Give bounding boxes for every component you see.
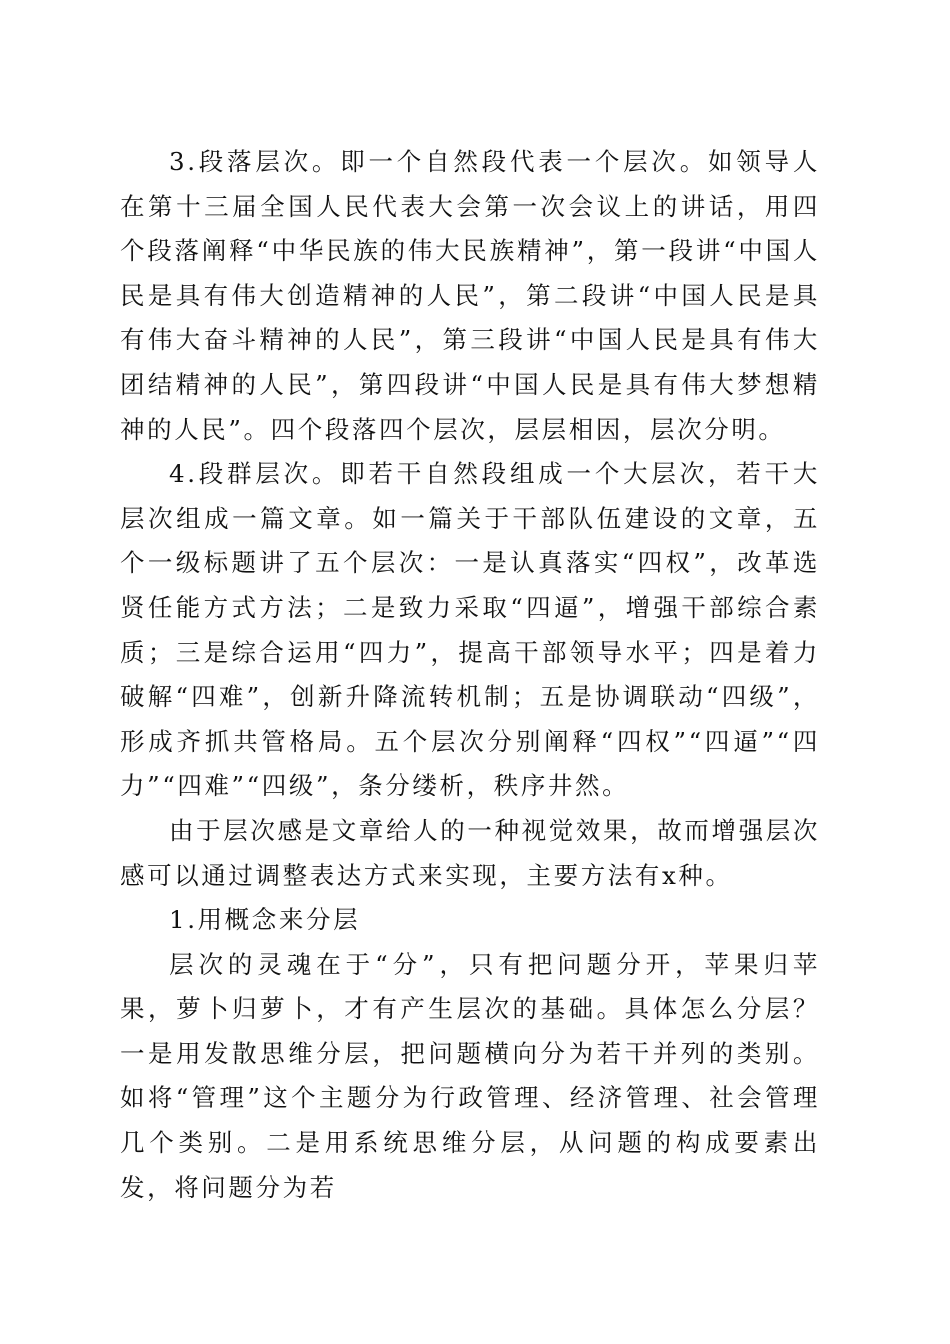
paragraph-layering-soul: 层次的灵魂在于“分”，只有把问题分开，苹果归苹果，萝卜归萝卜，才有产生层次的基础。具体怎么分层？一是用发散思维分层，把问题横向分为若干并列的类别。如将“管理”这个主题分为行政管理、经济管理、社会管理几个类别。二是用系统思维分层，从问题的构成要素出发，将问题分为若 [120,949,820,1202]
paragraph-methods-intro: 由于层次感是文章给人的一种视觉效果，故而增强层次感可以通过调整表达方式来实现，主要方法有x种。 [120,815,820,890]
paragraph-paragraph-group-levels: 4.段群层次。即若干自然段组成一个大层次，若干大层次组成一篇文章。如一篇关于干部队伍建设的文章，五个一级标题讲了五个层次：一是认真落实“四权”，改革选贤任能方式方法；二是致力采取“四逼”，增强干部综合素质；三是综合运用“四力”，提高干部领导水平；四是着力破解“四难”，创新升降流转机制；五是协调联动“四级”，形成齐抓共管格局。五个层次分别阐释“四权”“四逼”“四力”“四难”“四级”，条分缕析，秩序井然。 [120,459,820,801]
document-body [120,140,820,1210]
paragraph-paragraph-levels: 3.段落层次。即一个自然段代表一个层次。如领导人在第十三届全国人民代表大会第一次会议上的讲话，用四个段落阐释“中华民族的伟大民族精神”，第一段讲“中国人民是具有伟大创造精神的人民”，第二段讲“中国人民是具有伟大奋斗精神的人民”，第三段讲“中国人民是具有伟大团结精神的人民”，第四段讲“中国人民是具有伟大梦想精神的人民”。四个段落四个层次，层层相因，层次分明。 [120,147,820,444]
section-heading-concept-layering: 1.用概念来分层 [169,905,361,935]
